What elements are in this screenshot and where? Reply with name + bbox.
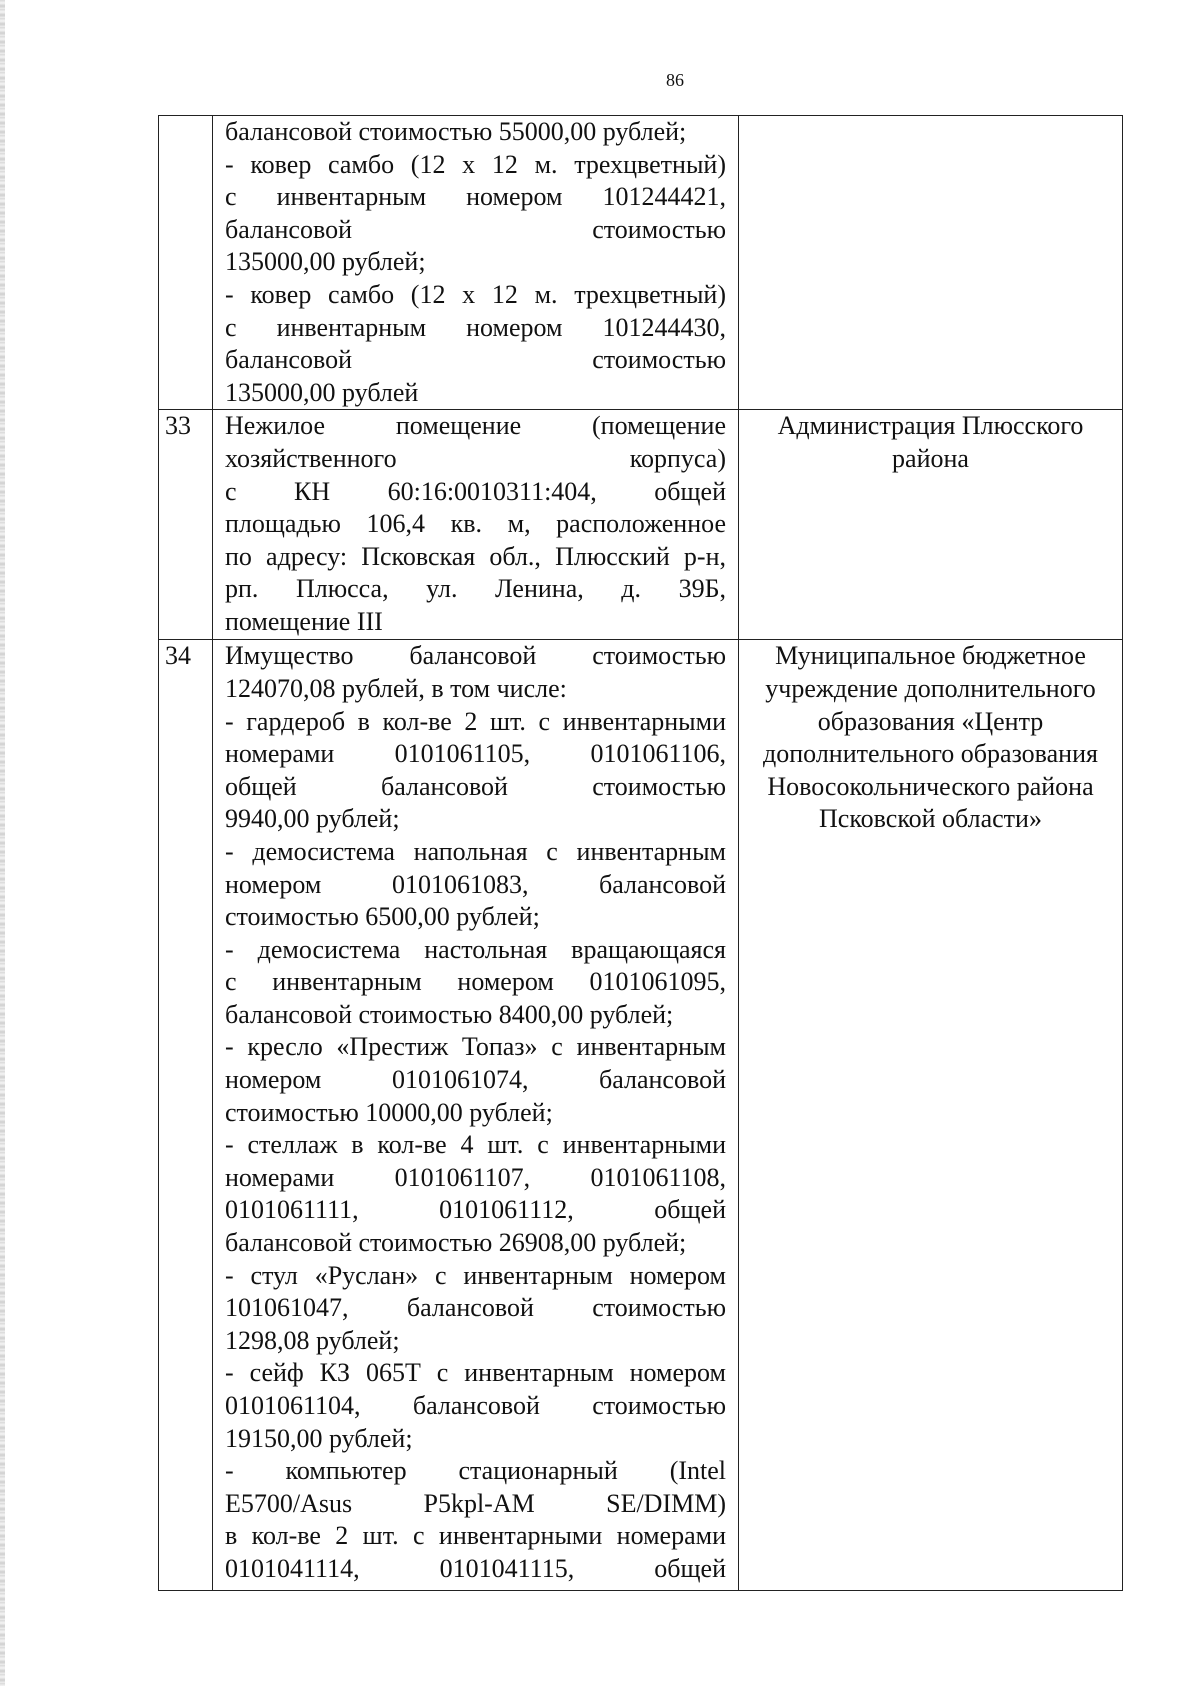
holder-line: учреждение дополнительного <box>765 673 1096 703</box>
description-line: стоимостью 6500,00 рублей; <box>225 902 540 932</box>
description-lines <box>225 640 726 1585</box>
description-line: номерами 0101061107, 0101061108, <box>225 1162 726 1192</box>
description-line: - ковер самбо (12 х 12 м. трехцветный) <box>225 149 726 179</box>
description-line: номерами 0101061105, 0101061106, <box>225 739 726 769</box>
property-description-cell <box>213 116 739 410</box>
description-lines <box>225 410 726 638</box>
row-number-cell: 33 <box>159 410 213 640</box>
description-line: 124070,08 рублей, в том числе: <box>225 673 567 703</box>
description-line: 1298,08 рублей; <box>225 1325 400 1355</box>
description-line: номером 0101061083, балансовой <box>225 869 726 899</box>
description-line: - демосистема напольная с инвентарным <box>225 836 726 866</box>
description-line: - демосистема настольная вращающаяся <box>225 934 726 964</box>
description-line: рп. Плюсса, ул. Ленина, д. 39Б, <box>225 574 726 604</box>
page-number: 86 <box>666 70 684 90</box>
table-row <box>159 410 1123 640</box>
holder-cell <box>739 116 1123 410</box>
property-table-body <box>159 116 1123 1591</box>
holder-lines <box>743 410 1118 475</box>
description-line: балансовой стоимостью 26908,00 рублей; <box>225 1228 687 1258</box>
description-line: в кол-ве 2 шт. с инвентарными номерами <box>225 1521 726 1551</box>
holder-lines <box>743 640 1118 836</box>
description-lines <box>225 116 726 409</box>
description-line: E5700/Asus P5kpl-AM SE/DIMM) <box>225 1488 726 1518</box>
description-line: Нежилое помещение (помещение <box>225 411 726 441</box>
description-line: помещение III <box>225 606 383 636</box>
scan-edge <box>0 0 5 1686</box>
description-line: - кресло «Престиж Топаз» с инвентарным <box>225 1032 726 1062</box>
description-line: общей балансовой стоимостью <box>225 771 726 801</box>
description-line: 0101061104, балансовой стоимостью <box>225 1391 726 1420</box>
description-line: площадью 106,4 кв. м, расположенное <box>225 509 726 539</box>
description-line: с инвентарным номером 101244421, <box>225 182 726 212</box>
holder-line: Муниципальное бюджетное <box>775 641 1086 671</box>
holder-line: Псковской области» <box>819 804 1042 834</box>
description-line: хозяйственного корпуса) <box>225 443 726 473</box>
description-line: - компьютер стационарный (Intel <box>225 1456 726 1486</box>
description-line: балансовой стоимостью 55000,00 рублей; <box>225 117 687 146</box>
table-row <box>159 640 1123 1591</box>
table-row <box>159 116 1123 410</box>
description-line: с инвентарным номером 0101061095, <box>225 967 726 997</box>
description-line: балансовой стоимостью 8400,00 рублей; <box>225 999 674 1029</box>
property-description-cell <box>213 410 739 640</box>
description-line: номером 0101061074, балансовой <box>225 1065 726 1095</box>
description-line: - сейф КЗ 065Т с инвентарным номером <box>225 1358 726 1388</box>
description-line: по адресу: Псковская обл., Плюсский р-н, <box>225 541 726 571</box>
holder-line: района <box>892 443 969 473</box>
row-number-cell <box>159 116 213 410</box>
description-line: с КН 60:16:0010311:404, общей <box>225 476 726 506</box>
row-number-cell: 34 <box>159 640 213 1591</box>
description-line: с инвентарным номером 101244430, <box>225 312 726 342</box>
property-description-cell <box>213 640 739 1591</box>
description-line: стоимостью 10000,00 рублей; <box>225 1097 553 1127</box>
description-line: 135000,00 рублей; <box>225 247 426 277</box>
description-line: балансовой стоимостью <box>225 214 726 244</box>
holder-cell <box>739 410 1123 640</box>
description-line: 9940,00 рублей; <box>225 804 400 834</box>
description-line: 19150,00 рублей; <box>225 1423 413 1453</box>
holder-cell <box>739 640 1123 1591</box>
description-line: 135000,00 рублей <box>225 377 419 407</box>
description-line: - стул «Руслан» с инвентарным номером <box>225 1260 726 1290</box>
description-line: балансовой стоимостью <box>225 345 726 375</box>
description-line: 0101061111, 0101061112, общей <box>225 1195 726 1225</box>
description-line: - ковер самбо (12 х 12 м. трехцветный) <box>225 279 726 309</box>
holder-line: дополнительного образования <box>763 739 1098 769</box>
description-line: 0101041114, 0101041115, общей <box>225 1553 726 1583</box>
holder-line: Новосокольнического района <box>767 771 1094 801</box>
description-line: 101061047, балансовой стоимостью <box>225 1293 726 1323</box>
description-line: - гардероб в кол-ве 2 шт. с инвентарными <box>225 706 726 736</box>
holder-line: Администрация Плюсского <box>777 411 1084 441</box>
description-line: - стеллаж в кол-ве 4 шт. с инвентарными <box>225 1130 726 1160</box>
holder-line: образования «Центр <box>817 706 1044 736</box>
description-line: Имущество балансовой стоимостью <box>225 641 726 671</box>
property-table <box>158 115 1123 1591</box>
